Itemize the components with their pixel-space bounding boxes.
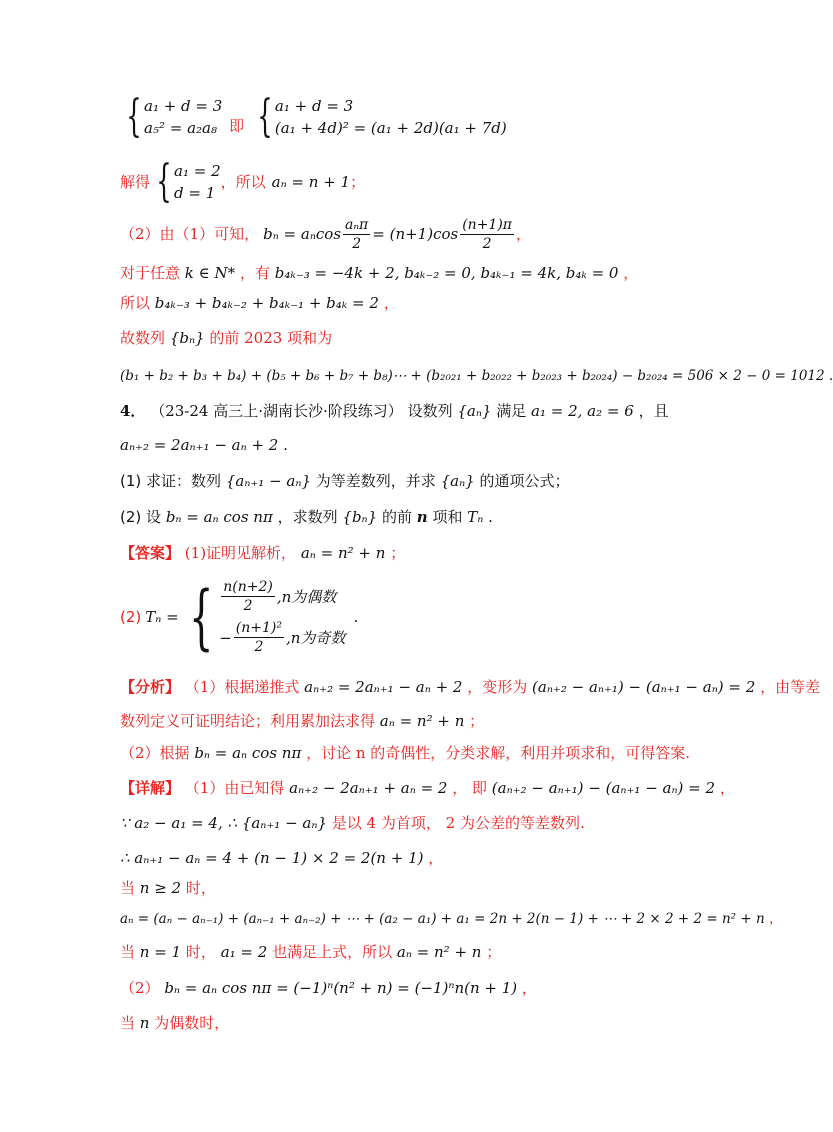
text: 当 [120, 879, 136, 897]
formula: b₄ₖ₋₃ = −4k + 2, b₄ₖ₋₂ = 0, b₄ₖ₋₁ = 4k, b₄ₖ = 0 [274, 264, 619, 282]
formula: aₙ₊₂ = 2aₙ₊₁ − aₙ + 2 [304, 678, 463, 696]
formula: Tₙ = [145, 608, 179, 626]
formula: bₙ = aₙ cos nπ [194, 744, 302, 762]
text: 解得 [120, 173, 151, 191]
fraction: $\frac{\text{(n+1)²}}{2}$ [235, 620, 282, 655]
formula: (b₁ + b₂ + b₃ + b₄) + (b₅ + b₆ + b₇ + b₈)⋯ + (b₂₀₂₁ + b₂₀₂₂ + b₂₀₂₃ + b₂₀₂₄) − b₂₀₂₄ = 506 × 2 − 0 = 1012 [120, 368, 825, 384]
label: (2) [120, 608, 142, 626]
formula-line [120, 212, 740, 256]
formula: (aₙ₊₂ − aₙ₊₁) − (aₙ₊₁ − aₙ) = 2 [532, 678, 756, 696]
text-line [120, 812, 740, 834]
sign: − [219, 628, 232, 647]
text: 为偶数时， [154, 1014, 230, 1032]
formula: aₙ₊₂ − 2aₙ₊₁ + aₙ = 2 [289, 779, 448, 797]
sum-line [120, 908, 783, 930]
text: ， [428, 849, 444, 867]
text: 即 [229, 117, 245, 135]
formula: {aₙ} [440, 472, 475, 490]
text: 项和 [432, 508, 463, 526]
formula: aₙ = n + 1 [271, 173, 351, 191]
text: 是以 4 为首项， 2 为公差的等差数列. [331, 814, 585, 832]
text: 的前 [381, 508, 412, 526]
text: 对于任意 [120, 264, 181, 282]
formula: ∴ aₙ₊₁ − aₙ = 4 + (n − 1) × 2 = 2(n + 1) [120, 849, 424, 867]
text: 设数列 [407, 402, 453, 420]
formula: {bₙ} [169, 329, 205, 347]
formula: bₙ = aₙ cos nπ = (−1)ⁿ(n² + n) = (−1)ⁿn(n + 1) [164, 979, 518, 997]
text: （1）根据递推式 [184, 678, 300, 696]
text: . [353, 608, 359, 626]
text: ； [390, 544, 406, 562]
text: ，变形为 [467, 678, 528, 696]
eq: (a₁ + 4d)² = (a₁ + 2d)(a₁ + 7d) [274, 119, 507, 137]
formula: a₁ = 2, a₂ = 6 [531, 402, 634, 420]
text-line [120, 742, 740, 764]
formula: bₙ = aₙcos [263, 225, 342, 243]
text: 也满足上式，所以 [272, 943, 393, 961]
formula: n = 1 [139, 943, 182, 961]
text: ， [623, 264, 639, 282]
text: ，由等差 [760, 678, 821, 696]
formula: (aₙ₊₂ − aₙ₊₁) − (aₙ₊₁ − aₙ) = 2 [491, 779, 716, 797]
text-line [120, 262, 740, 284]
piecewise-answer [120, 572, 740, 662]
eq: d = 1 [174, 184, 216, 202]
text: 当 [120, 1014, 136, 1032]
sum-line [120, 365, 833, 387]
formula: k ∈ N* [184, 264, 236, 282]
text: ， [521, 979, 537, 997]
formula: ∵ a₂ − a₁ = 4, ∴ {aₙ₊₁ − aₙ} [120, 814, 327, 832]
text: 当 [120, 943, 136, 961]
text-line [120, 1012, 740, 1034]
formula: aₙ₊₂ = 2aₙ₊₁ − aₙ + 2 [120, 436, 279, 454]
text: ，且 [638, 402, 669, 420]
solution-line [120, 157, 740, 207]
text: 时， [185, 943, 216, 961]
brace: { [188, 576, 214, 658]
text: 故数列 [120, 329, 166, 347]
formula: a₁ = 2 [220, 943, 268, 961]
system-right: { a₁ + d = 3 (a₁ + 4d)² = (a₁ + 2d)(a₁ + 7d) [257, 91, 507, 142]
cases [219, 578, 345, 656]
eq: a₁ + d = 3 [144, 97, 223, 115]
text: （2）根据 [120, 744, 190, 762]
text: ； [469, 712, 485, 730]
eq: a₅² = a₂a₈ [144, 119, 217, 137]
text: . [283, 436, 288, 454]
answer-line [120, 542, 740, 564]
fraction: $\frac{n(n+2)}{2}$ [223, 579, 273, 614]
analysis-tag: 【分析】 [120, 678, 181, 696]
system-left: { a₁ + d = 3 a₅² = a₂a₈ [126, 91, 223, 142]
formula: {aₙ} [457, 402, 492, 420]
eq: a₁ = 2 [174, 162, 221, 180]
formula: aₙ = n² + n [379, 712, 465, 730]
text: ，所以 [220, 173, 266, 191]
condition: ,n为偶数 [276, 587, 337, 606]
text: ， [516, 225, 532, 243]
equation-system-line [120, 91, 740, 155]
text: (1)证明见解析， [184, 544, 297, 562]
text: 数列定义可证明结论；利用累加法求得 [120, 712, 376, 730]
text: ， 即 [452, 779, 488, 797]
formula: n ≥ 2 [139, 879, 182, 897]
text: ， [768, 911, 783, 927]
formula: bₙ = aₙ cos nπ [165, 508, 273, 526]
text-line [120, 434, 740, 456]
text: . [828, 368, 833, 384]
formula: Tₙ [467, 508, 484, 526]
system: { a₁ = 2 d = 1 [156, 156, 221, 207]
label: (1) [120, 472, 142, 490]
question-2 [120, 506, 740, 528]
text: ； [350, 173, 366, 191]
text: ， [383, 294, 399, 312]
formula: n [139, 1014, 150, 1032]
text: 设 [146, 508, 162, 526]
text: ，求数列 [277, 508, 338, 526]
text: 所以 [120, 294, 151, 312]
text-line [120, 847, 740, 869]
text: 满足 [496, 402, 527, 420]
text-line [120, 292, 740, 314]
text-line [120, 977, 740, 999]
text-line [120, 941, 740, 963]
fraction: $\frac{(n+1)\pi}{2}$ [462, 216, 512, 252]
formula: aₙ = n² + n [300, 544, 386, 562]
text: 为等差数列，并求 [315, 472, 436, 490]
formula: aₙ = (aₙ − aₙ₋₁) + (aₙ₋₁ + aₙ₋₂) + ⋯ + (a₂ − a₁) + a₁ = 2n + 2(n − 1) + ⋯ + 2 × 2 + 2 = n² + n [120, 911, 765, 927]
text: 求证：数列 [146, 472, 222, 490]
text-line [120, 710, 740, 732]
label: (2) [120, 508, 142, 526]
text-line [120, 327, 740, 349]
formula: {bₙ} [342, 508, 378, 526]
text: ，讨论 n 的奇偶性，分类求解，利用并项求和，可得答案. [306, 744, 691, 762]
formula: n [416, 508, 428, 526]
text: . [488, 508, 493, 526]
problem-statement [120, 400, 740, 422]
question-1 [120, 470, 740, 492]
fraction: $\frac{\text{aₙπ}}{2}$ [345, 216, 369, 252]
problem-source: （23-24 高三上·湖南长沙·阶段练习） [150, 402, 403, 420]
formula: aₙ = n² + n [396, 943, 482, 961]
text: ； [486, 943, 502, 961]
label: （2） [120, 979, 160, 997]
detail-tag: 【详解】 [120, 779, 181, 797]
text: 时， [185, 879, 216, 897]
text-line [120, 877, 740, 899]
condition: ,n为奇数 [286, 628, 346, 647]
formula: {aₙ₊₁ − aₙ} [225, 472, 311, 490]
eq: a₁ + d = 3 [274, 97, 354, 115]
formula: b₄ₖ₋₃ + b₄ₖ₋₂ + b₄ₖ₋₁ + b₄ₖ = 2 [154, 294, 379, 312]
text: （2）由（1）可知， [120, 225, 260, 243]
text: （1）由已知得 [184, 779, 285, 797]
text: 的通项公式； [479, 472, 570, 490]
text: 的前 2023 项和为 [209, 329, 333, 347]
formula: = (n+1)cos [372, 225, 459, 243]
problem-number: 4． [120, 402, 146, 420]
answer-tag: 【答案】 [120, 544, 181, 562]
detail-line [120, 777, 740, 799]
analysis-line [120, 676, 821, 698]
text: ，有 [239, 264, 270, 282]
text: ， [719, 779, 735, 797]
